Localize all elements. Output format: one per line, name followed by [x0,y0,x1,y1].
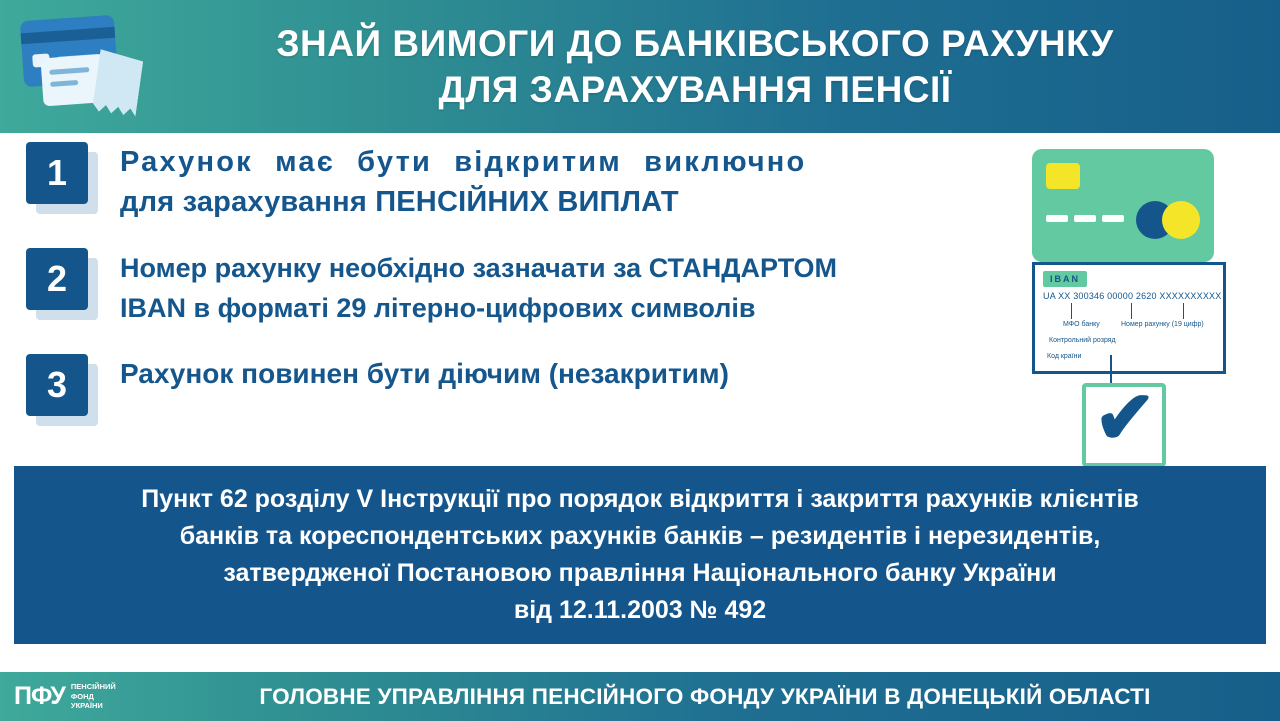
card-chip-icon [1046,163,1080,189]
legal-line-2: банків та кореспондентських рахунків банків – резидентів і нерезидентів, [179,522,1101,550]
iban-example-card [1032,262,1226,374]
iban-badge: IBAN [1043,271,1087,287]
title-line-1: ЗНАЙ ВИМОГИ ДО БАНКІВСЬКОГО РАХУНКУ [276,22,1114,64]
requirements-list [0,140,1000,450]
iban-tick-1 [1071,303,1072,319]
pfu-logo-line-1: ПЕНСІЙНИЙ [70,682,116,692]
footer-organization-title: ГОЛОВНЕ УПРАВЛІННЯ ПЕНСІЙНОГО ФОНДУ УКРАЇНИ В ДОНЕЦЬКІЙ ОБЛАСТІ [259,683,1151,709]
legal-line-3: затвердженої Постановою правління Національного банку України [223,559,1057,587]
title-line-2: ДЛЯ ЗАРАХУВАННЯ ПЕНСІЇ [438,68,952,110]
point-number-3: 3 [26,354,88,416]
point-number-badge [0,352,120,426]
pfu-logo-text [65,682,116,711]
card-number-dash-3 [1102,215,1124,222]
pfu-logo-line-3: УКРАЇНИ [70,701,103,711]
legal-reference-box [14,466,1266,644]
pfu-logo-mark: ПФУ [14,682,65,710]
list-item [0,246,1000,328]
point-number-1: 1 [26,142,88,204]
iban-number-sample: UA XX 300346 00000 2620 XXXXXXXXXX [1043,291,1222,301]
iban-label-control: Контрольний розряд [1049,337,1116,344]
point-3-line-1: Рахунок повинен бути діючим (незакритим) [120,358,729,389]
point-text-1 [120,140,1000,222]
point-2-line-1: Номер рахунку необхідно зазначати за СТАНДАРТОМ [120,253,838,283]
point-text-3 [120,352,1000,394]
poster-header [0,0,1280,133]
pfu-logo-line-2: ФОНД [70,691,94,701]
legal-line-1: Пункт 62 розділу V Інструкції про порядок відкриття і закриття рахунків клієнтів [141,485,1139,513]
card-number-dash-2 [1074,215,1096,222]
legal-line-4: від 12.11.2003 № 492 [513,596,767,624]
poster-footer [0,672,1280,721]
card-front-line-1 [49,67,89,75]
list-item [0,140,1000,222]
iban-tick-2 [1131,303,1132,319]
credit-card-icon [0,0,150,133]
iban-label-account: Номер рахунку (19 цифр) [1121,321,1204,328]
card-number-dash-1 [1046,215,1068,222]
green-bank-card-icon [1032,149,1214,262]
point-number-badge [0,140,120,214]
card-magnetic-stripe [21,27,116,45]
check-icon: ✔ [1093,376,1156,459]
page-title [150,21,1280,113]
iban-label-country: Код країни [1047,353,1082,360]
list-item [0,352,1000,426]
point-number-2: 2 [26,248,88,310]
point-2-line-2: IBAN в форматі 29 літерно-цифрових символів [120,293,756,323]
pfu-logo [0,682,150,711]
point-text-2 [120,246,1000,328]
point-1-line-2: для зарахування ПЕНСІЙНИХ ВИПЛАТ [120,186,679,218]
iban-tick-3 [1183,303,1184,319]
payment-circle-yellow-icon [1162,201,1200,239]
point-1-line-1: Рахунок має бути відкритим виключно [120,146,807,178]
iban-label-bank-code: МФО банку [1063,321,1100,328]
card-front-line-2 [50,80,78,87]
torn-paper-icon [92,49,144,117]
point-number-badge [0,246,120,320]
